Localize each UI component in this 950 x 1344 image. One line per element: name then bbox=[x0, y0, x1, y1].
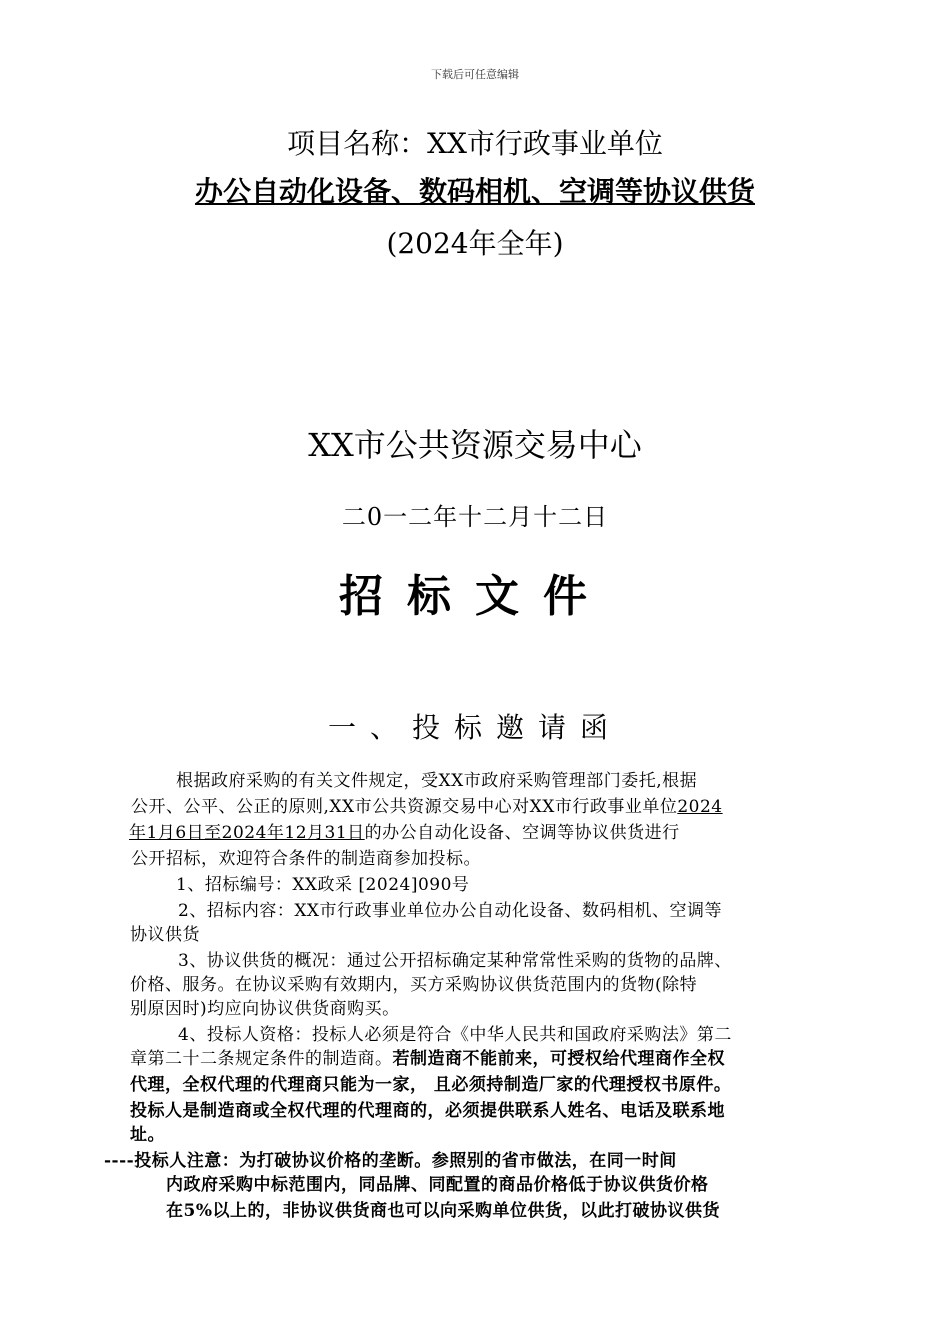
item-4-line-2 bbox=[130, 1048, 725, 1070]
item-3-line-2: 价格、服务。在协议采购有效期内，买方采购协议供货范围内的货物(除特 bbox=[130, 975, 698, 995]
issuer-name: XX市公共资源交易中心 bbox=[308, 426, 642, 464]
item-4-line-3: 代理，全权代理的代理商只能为一家， 且必须持制造厂家的代理授权书原件。 bbox=[130, 1075, 732, 1095]
item-4-line-2-text: 章第二十二条规定条件的制造商。 bbox=[130, 1049, 393, 1069]
intro-line-2-text: 公开、公平、公正的原则,XX市公共资源交易中心对XX市行政事业单位 bbox=[131, 797, 678, 817]
intro-line-3 bbox=[129, 822, 680, 844]
notice-line-1: ----投标人注意：为打破协议价格的垄断。参照别的省市做法，在同一时间 bbox=[104, 1151, 677, 1171]
intro-line-4: 公开招标，欢迎符合条件的制造商参加投标。 bbox=[131, 849, 481, 869]
item-4-line-5: 址。 bbox=[130, 1125, 165, 1145]
intro-period: 年1月6日至2024年12月31日 bbox=[129, 823, 365, 843]
item-2-line-1: 2、招标内容：XX市行政事业单位办公自动化设备、数码相机、空调等 bbox=[178, 901, 723, 921]
item-1: 1、招标编号：XX政采 [2024]090号 bbox=[176, 875, 470, 895]
project-year: (2024年全年) bbox=[386, 227, 564, 260]
notice-line-3: 在5%以上的，非协议供货商也可以向采购单位供货，以此打破协议供货 bbox=[166, 1201, 720, 1221]
intro-line-2 bbox=[131, 796, 723, 818]
item-2-line-2: 协议供货 bbox=[130, 925, 200, 945]
item-4-line-4: 投标人是制造商或全权代理的代理商的，必须提供联系人姓名、电话及联系地 bbox=[130, 1101, 725, 1121]
issue-date: 二0一二年十二月十二日 bbox=[341, 503, 609, 531]
intro-line-1: 根据政府采购的有关文件规定，受XX市政府采购管理部门委托,根据 bbox=[176, 771, 698, 791]
item-4-line-2-bold: 若制造商不能前来，可授权给代理商作全权 bbox=[392, 1049, 725, 1069]
item-3-line-3: 别原因时)均应向协议供货商购买。 bbox=[130, 999, 400, 1019]
header-note: 下载后可任意编辑 bbox=[431, 68, 519, 81]
item-4-line-1: 4、投标人资格：投标人必须是符合《中华人民共和国政府采购法》第二 bbox=[178, 1025, 732, 1045]
section-title: 一、投标邀请函 bbox=[327, 711, 622, 744]
intro-period-start: 2024 bbox=[677, 797, 723, 817]
document-title: 招标文件 bbox=[339, 571, 611, 622]
item-3-line-1: 3、协议供货的概况：通过公开招标确定某种常常性采购的货物的品牌、 bbox=[178, 951, 732, 971]
notice-line-2: 内政府采购中标范围内，同品牌、同配置的商品价格低于协议供货价格 bbox=[166, 1175, 709, 1195]
intro-line-3-text: 的办公自动化设备、空调等协议供货进行 bbox=[364, 823, 680, 843]
project-subject: 办公自动化设备、数码相机、空调等协议供货 bbox=[194, 175, 755, 208]
project-name: 项目名称：XX市行政事业单位 bbox=[287, 127, 663, 160]
